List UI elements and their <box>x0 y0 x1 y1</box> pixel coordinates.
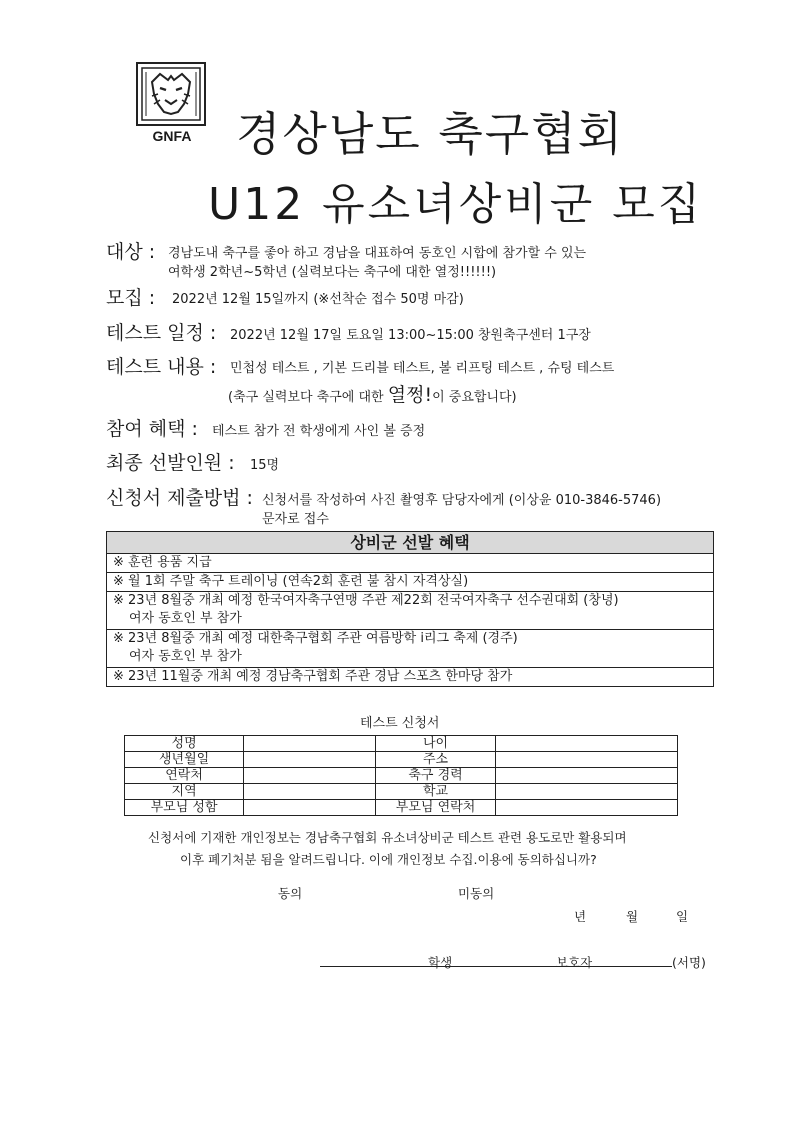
recruit-label: 모집 : <box>106 287 156 309</box>
region-field[interactable] <box>244 784 376 800</box>
contact-field[interactable] <box>244 768 376 784</box>
table-row <box>107 668 713 686</box>
table-row <box>125 800 678 816</box>
benefit-row-text: ※ 23년 8월중 개최 예정 한국여자축구연맹 주관 제22회 전국여자축구 선수권대회 (창녕) <box>113 593 619 608</box>
table-row <box>107 573 713 592</box>
guardian-label: 보호자 <box>556 955 593 970</box>
table-row <box>125 784 678 800</box>
submit-line2: 문자로 접수 <box>262 512 329 527</box>
date-year-label: 년 <box>574 909 587 924</box>
benefit-row-text: ※ 23년 8월중 개최 예정 대한축구협회 주관 여름방학 i리그 축제 (경주) <box>113 631 518 646</box>
date-month-label: 월 <box>626 909 639 924</box>
signature-line[interactable] <box>320 966 672 967</box>
content-text: 민첩성 테스트 , 기본 드리블 테스트, 볼 리프팅 테스트 , 슈팅 테스트 <box>230 361 615 376</box>
benefits-table <box>106 531 714 687</box>
form-field-label: 연락처 <box>125 768 244 784</box>
student-label: 학생 <box>428 955 453 970</box>
content-label: 테스트 내용 : <box>106 356 217 378</box>
benefit-row-text: ※ 훈련 용품 지급 <box>113 555 212 570</box>
final-text: 15명 <box>250 458 280 473</box>
form-field-label: 축구 경력 <box>376 768 495 784</box>
form-field-label: 생년월일 <box>125 752 244 768</box>
table-row <box>107 554 713 573</box>
table-row <box>107 630 713 668</box>
parent-name-field[interactable] <box>244 800 376 816</box>
target-line2: 여학생 2학년~5학년 (실력보다는 축구에 대한 열정!!!!!!) <box>168 265 497 280</box>
age-field[interactable] <box>495 736 677 752</box>
page-subtitle: U12 유소녀상비군 모집 <box>208 179 704 230</box>
signature-label: (서명) <box>672 955 706 970</box>
date-day-label: 일 <box>676 909 689 924</box>
benefits-table-header: 상비군 선발 혜택 <box>107 532 713 554</box>
benefit-text: 테스트 참가 전 학생에게 사인 볼 증정 <box>212 424 426 439</box>
parent-contact-field[interactable] <box>495 800 677 816</box>
table-row <box>107 592 713 630</box>
disagree-option[interactable]: 미동의 <box>458 886 495 901</box>
submit-label: 신청서 제출방법 : <box>106 487 253 509</box>
logo-text: GNFA <box>152 128 192 144</box>
consent-line2: 이후 폐기처분 됨을 알려드립니다. 이에 개인정보 수집.이용에 동의하십니까? <box>180 852 597 867</box>
form-field-label: 성명 <box>125 736 244 752</box>
content-note-c: 이 중요합니다) <box>432 390 517 405</box>
schedule-label: 테스트 일정 : <box>106 322 217 344</box>
consent-line1: 신청서에 기재한 개인정보는 경남축구협회 유소녀상비군 테스트 관련 용도로만 활용되며 <box>148 830 627 845</box>
content-note-a: (축구 실력보다 축구에 대한 <box>228 390 388 405</box>
form-field-label: 부모님 성함 <box>125 800 244 816</box>
content-note-emphasis: 열쩡! <box>387 384 433 406</box>
address-field[interactable] <box>495 752 677 768</box>
benefit-row-text: ※ 23년 11월중 개최 예정 경남축구협회 주관 경남 스포츠 한마당 참가 <box>113 669 513 684</box>
form-field-label: 학교 <box>376 784 495 800</box>
final-label: 최종 선발인원 : <box>106 452 235 474</box>
form-field-label: 나이 <box>376 736 495 752</box>
schedule-text: 2022년 12월 17일 토요일 13:00~15:00 창원축구센터 1구장 <box>230 328 591 343</box>
school-field[interactable] <box>495 784 677 800</box>
birthdate-field[interactable] <box>244 752 376 768</box>
content-note <box>228 380 517 407</box>
benefit-row-subtext: 여자 동호인 부 참가 <box>129 649 242 664</box>
name-field[interactable] <box>244 736 376 752</box>
table-row <box>125 736 678 752</box>
target-label: 대상 : <box>106 241 156 263</box>
form-field-label: 지역 <box>125 784 244 800</box>
table-row <box>125 768 678 784</box>
benefit-label: 참여 혜택 : <box>106 418 198 440</box>
table-row <box>125 752 678 768</box>
application-form-table <box>124 735 678 816</box>
form-title: 테스트 신청서 <box>360 716 440 731</box>
career-field[interactable] <box>495 768 677 784</box>
page-title: 경상남도 축구협회 <box>236 107 625 161</box>
target-line1: 경남도내 축구를 좋아 하고 경남을 대표하여 동호인 시합에 참가할 수 있는 <box>168 246 587 261</box>
recruit-text: 2022년 12월 15일까지 (※선착순 접수 50명 마감) <box>172 292 464 307</box>
benefit-row-text: ※ 월 1회 주말 축구 트레이닝 (연속2회 훈련 불 참시 자격상실) <box>113 574 469 589</box>
gnfa-logo <box>136 62 208 148</box>
form-field-label: 주소 <box>376 752 495 768</box>
form-field-label: 부모님 연락처 <box>376 800 495 816</box>
agree-option[interactable]: 동의 <box>278 886 303 901</box>
submit-line1: 신청서를 작성하여 사진 촬영후 담당자에게 (이상윤 010-3846-5746) <box>262 493 662 508</box>
benefit-row-subtext: 여자 동호인 부 참가 <box>129 611 242 626</box>
tiger-emblem-icon <box>136 62 206 126</box>
